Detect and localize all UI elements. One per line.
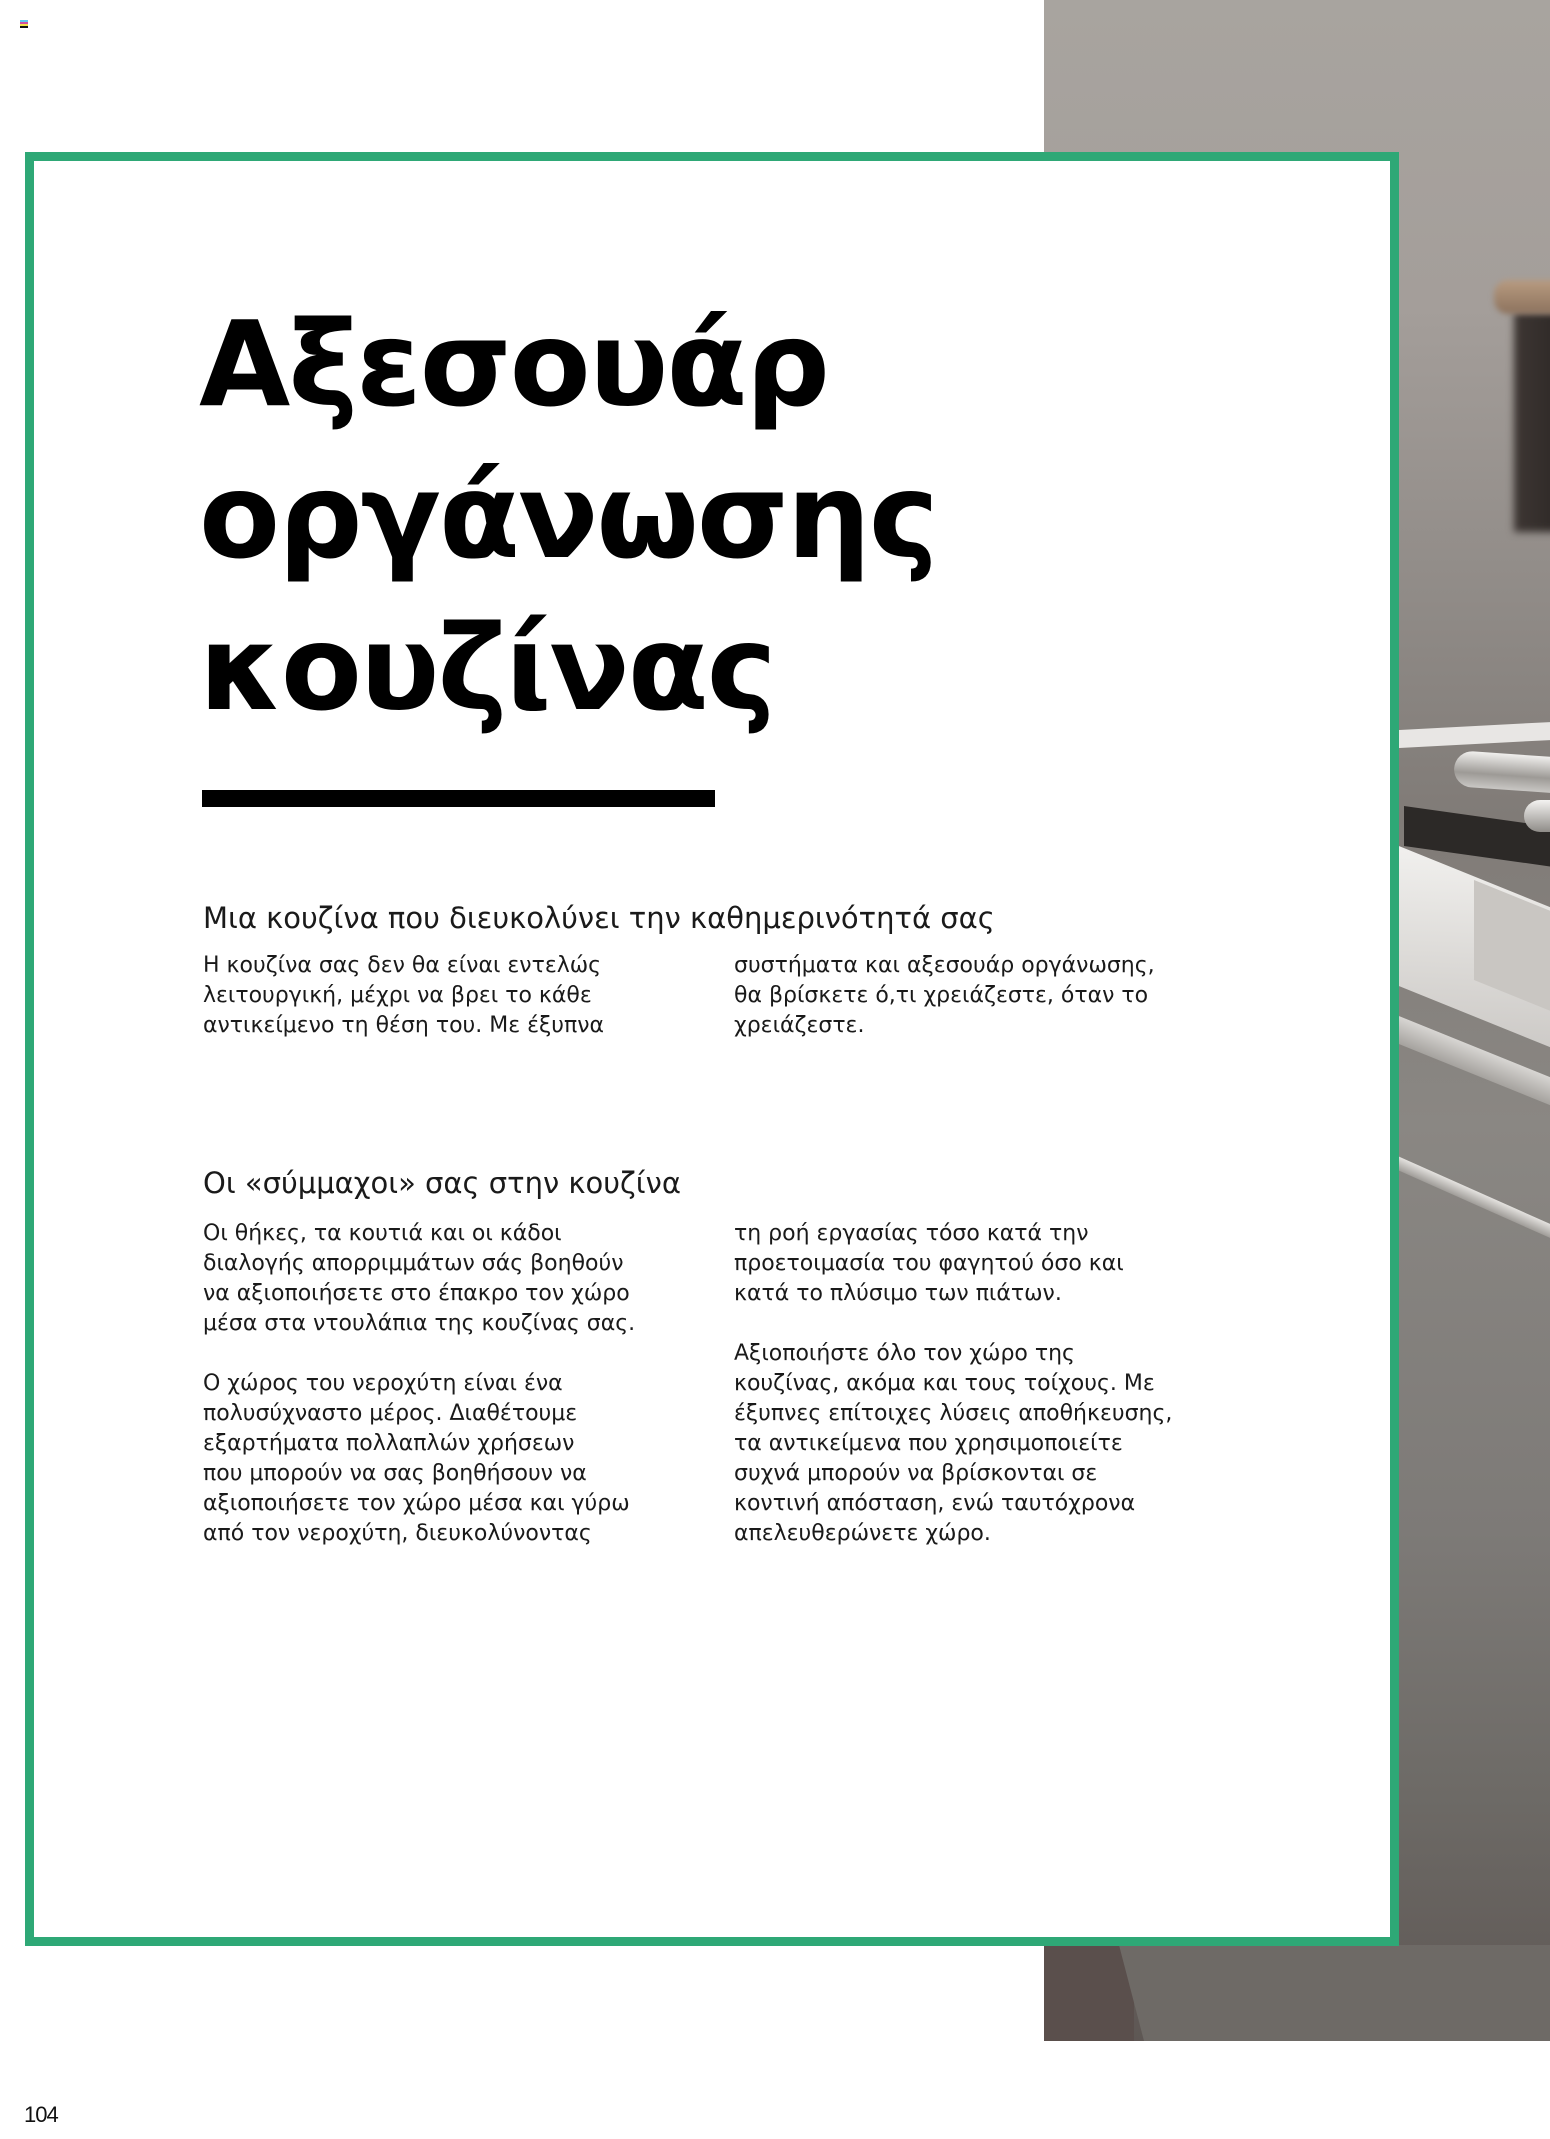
text-line: κοντινή απόσταση, ενώ ταυτόχρονα — [734, 1491, 1136, 1516]
text-line: τα αντικείμενα που χρησιμοποιείτε — [734, 1431, 1123, 1456]
faucet-handle-secondary — [1524, 800, 1550, 832]
text-line: λειτουργική, μέχρι να βρει το κάθε — [203, 983, 592, 1008]
floor-shadow — [1044, 1945, 1134, 2041]
text-line: συχνά μπορούν να βρίσκονται σε — [734, 1461, 1098, 1486]
page-title — [199, 288, 937, 744]
text-line: Οι θήκες, τα κουτιά και οι κάδοι — [203, 1221, 562, 1246]
section-1-left-column — [203, 951, 604, 1041]
faucet-handle — [1453, 750, 1550, 796]
section-2-left-column — [203, 1219, 635, 1549]
paragraph-gap — [734, 1309, 1172, 1339]
black-stripe — [20, 26, 28, 28]
title-line-2: οργάνωσης — [199, 447, 937, 585]
floor — [1119, 1945, 1550, 2041]
text-line: εξαρτήματα πολλαπλών χρήσεων — [203, 1431, 575, 1456]
section-1-right-column — [734, 951, 1155, 1041]
title-line-3: κουζίνας — [199, 599, 775, 737]
text-line: έξυπνες επίτοιχες λύσεις αποθήκευσης, — [734, 1401, 1173, 1426]
title-underline-bar — [202, 790, 715, 807]
text-line: μέσα στα ντουλάπια της κουζίνας σας. — [203, 1311, 636, 1336]
text-line: κουζίνας, ακόμα και τους τοίχους. Με — [734, 1371, 1155, 1396]
text-line: που μπορούν να σας βοηθήσουν να — [203, 1461, 587, 1486]
cabinet-edge — [1384, 1150, 1550, 1280]
text-line: θα βρίσκετε ό,τι χρειάζεστε, όταν το — [734, 983, 1149, 1008]
text-line: Αξιοποιήστε όλο τον χώρο της — [734, 1341, 1075, 1366]
paragraph-gap — [203, 1339, 635, 1369]
text-line: από τον νεροχύτη, διευκολύνοντας — [203, 1521, 592, 1546]
section-2-heading: Οι «σύμμαχοι» σας στην κουζίνα — [203, 1166, 681, 1200]
text-line: συστήματα και αξεσουάρ οργάνωσης, — [734, 953, 1155, 978]
shelf-shadow — [1514, 312, 1550, 532]
text-line: αντικείμενο τη θέση του. Με έξυπνα — [203, 1013, 605, 1038]
text-line: Η κουζίνα σας δεν θα είναι εντελώς — [203, 953, 602, 978]
section-2-right-column — [734, 1219, 1172, 1549]
text-line: να αξιοποιήσετε στο έπακρο τον χώρο — [203, 1281, 630, 1306]
text-line: αξιοποιήσετε τον χώρο μέσα και γύρω — [203, 1491, 630, 1516]
text-line: διαλογής απορριμμάτων σάς βοηθούν — [203, 1251, 624, 1276]
text-line: απελευθερώνετε χώρο. — [734, 1521, 991, 1546]
title-line-1: Αξεσουάρ — [199, 295, 828, 433]
text-line: τη ροή εργασίας τόσο κατά την — [734, 1221, 1089, 1246]
sink-top-edge — [1394, 720, 1550, 748]
text-line: πολυσύχναστο μέρος. Διαθέτουμε — [203, 1401, 578, 1426]
section-1-heading: Μια κουζίνα που διευκολύνει την καθημερινότητά σας — [203, 901, 995, 935]
text-line: κατά το πλύσιμο των πιάτων. — [734, 1281, 1062, 1306]
text-line: χρειάζεστε. — [734, 1013, 865, 1038]
wooden-shelf — [1494, 280, 1550, 314]
page-number: 104 — [24, 2102, 58, 2127]
text-line: προετοιμασία του φαγητού όσο και — [734, 1251, 1124, 1276]
text-line: Ο χώρος του νεροχύτη είναι ένα — [203, 1371, 563, 1396]
print-color-marker — [20, 20, 28, 29]
